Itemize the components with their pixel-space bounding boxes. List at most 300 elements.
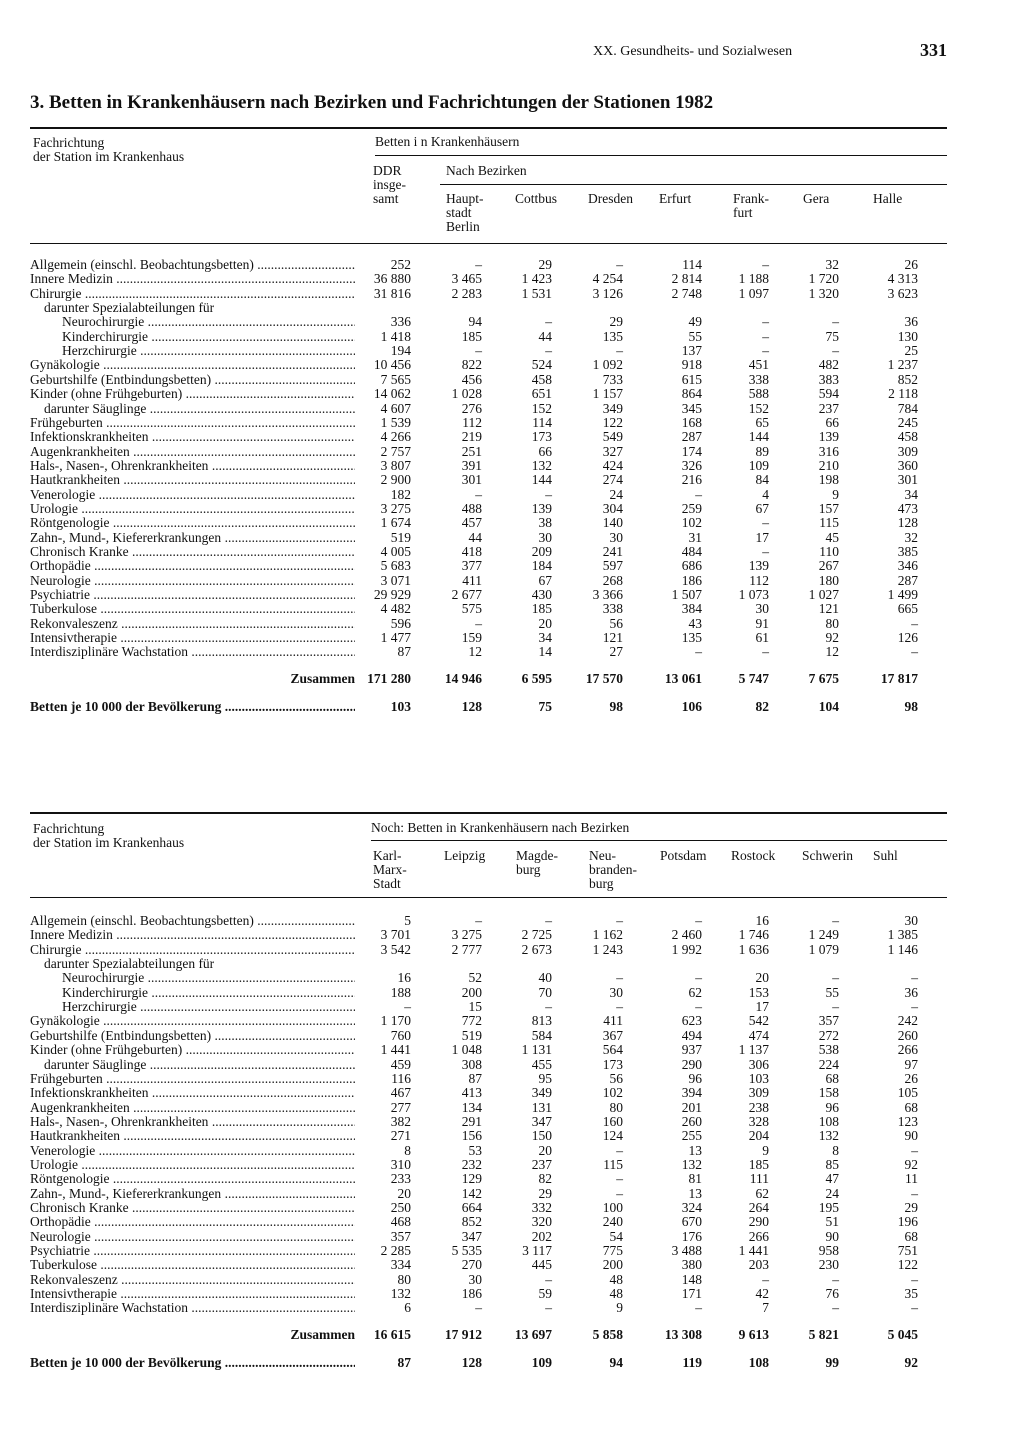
cell-value: 241 bbox=[602, 544, 623, 559]
table-row bbox=[30, 330, 950, 344]
cell-value: 394 bbox=[681, 1085, 702, 1100]
cell-value: – bbox=[762, 257, 769, 272]
cell-value: – bbox=[616, 343, 623, 358]
cell-value: 1 249 bbox=[808, 927, 839, 942]
cell-value: 4 313 bbox=[887, 271, 918, 286]
cell-value: 1 146 bbox=[887, 942, 918, 957]
cell-value: 266 bbox=[897, 1042, 918, 1057]
cell-value: 267 bbox=[818, 558, 839, 573]
cell-value: 3 275 bbox=[380, 501, 411, 516]
cell-value: 347 bbox=[461, 1229, 482, 1244]
table-row bbox=[30, 1287, 950, 1301]
cell-value: 455 bbox=[531, 1057, 552, 1072]
cell-value: 1 746 bbox=[738, 927, 769, 942]
cell-value: 230 bbox=[818, 1257, 839, 1272]
cell-value: 2 677 bbox=[451, 587, 482, 602]
cell-value: 180 bbox=[818, 573, 839, 588]
row-label: Geburtshilfe (Entbindungsbetten) ..... bbox=[30, 373, 355, 387]
stub-header-line1: Fachrichtung bbox=[33, 821, 105, 836]
cell-value: 152 bbox=[748, 401, 769, 416]
table-row bbox=[30, 516, 950, 530]
cell-value: 14 946 bbox=[444, 671, 482, 686]
table-row bbox=[30, 645, 950, 659]
cell-value: 103 bbox=[390, 699, 411, 714]
cell-value: 5 bbox=[404, 913, 411, 928]
cell-value: 90 bbox=[904, 1128, 918, 1143]
table-row bbox=[30, 1273, 950, 1287]
cell-value: 31 bbox=[688, 530, 702, 545]
cell-value: 5 535 bbox=[451, 1243, 482, 1258]
cell-value: 126 bbox=[897, 630, 918, 645]
cell-value: 1 079 bbox=[808, 942, 839, 957]
cell-value: 377 bbox=[461, 558, 482, 573]
cell-value: 185 bbox=[748, 1157, 769, 1172]
cell-value: 195 bbox=[818, 1200, 839, 1215]
cell-value: 196 bbox=[897, 1214, 918, 1229]
cell-value: 255 bbox=[681, 1128, 702, 1143]
row-label: Orthopädie ..... bbox=[30, 1215, 355, 1229]
cell-value: 584 bbox=[531, 1028, 552, 1043]
cell-value: 232 bbox=[461, 1157, 482, 1172]
cell-value: 2 285 bbox=[380, 1243, 411, 1258]
cell-value: 564 bbox=[602, 1042, 623, 1057]
cell-value: 594 bbox=[818, 386, 839, 401]
group-header: Betten i n Krankenhäusern bbox=[375, 134, 520, 149]
cell-value: 2 777 bbox=[451, 942, 482, 957]
cell-value: 1 170 bbox=[380, 1013, 411, 1028]
cell-value: 751 bbox=[897, 1243, 918, 1258]
cell-value: 664 bbox=[461, 1200, 482, 1215]
cell-value: 122 bbox=[602, 415, 623, 430]
row-label: Rekonvaleszenz ..... bbox=[30, 617, 355, 631]
cell-value: 245 bbox=[897, 415, 918, 430]
cell-value: 34 bbox=[904, 487, 918, 502]
table-row bbox=[30, 545, 950, 559]
cell-value: 346 bbox=[897, 558, 918, 573]
cell-value: 2 748 bbox=[671, 286, 702, 301]
column-header: Cottbus bbox=[515, 191, 558, 206]
cell-value: – bbox=[911, 616, 918, 631]
cell-value: 36 bbox=[904, 314, 918, 329]
cell-value: 237 bbox=[531, 1157, 552, 1172]
cell-value: – bbox=[475, 1300, 482, 1315]
cell-value: 4 005 bbox=[380, 544, 411, 559]
column-header: Suhl bbox=[873, 848, 898, 863]
cell-value: – bbox=[762, 1272, 769, 1287]
cell-value: 336 bbox=[390, 314, 411, 329]
cell-value: 168 bbox=[681, 415, 702, 430]
cell-value: 119 bbox=[682, 1355, 702, 1370]
cell-value: 290 bbox=[681, 1057, 702, 1072]
cell-value: 519 bbox=[390, 530, 411, 545]
cell-value: 5 821 bbox=[808, 1327, 839, 1342]
cell-value: 301 bbox=[897, 472, 918, 487]
cell-value: 686 bbox=[681, 558, 702, 573]
cell-value: 84 bbox=[755, 472, 769, 487]
cell-value: 130 bbox=[897, 329, 918, 344]
cell-value: 852 bbox=[461, 1214, 482, 1229]
stub-header-line2: der Station im Krankenhaus bbox=[33, 835, 185, 850]
cell-value: 958 bbox=[818, 1243, 839, 1258]
cell-value: 9 bbox=[832, 487, 839, 502]
cell-value: – bbox=[545, 1272, 552, 1287]
cell-value: 36 bbox=[904, 985, 918, 1000]
cell-value: 140 bbox=[602, 515, 623, 530]
row-label: Zusammen bbox=[290, 1328, 355, 1342]
cell-value: – bbox=[832, 1300, 839, 1315]
cell-value: 271 bbox=[390, 1128, 411, 1143]
cell-value: 56 bbox=[609, 616, 623, 631]
cell-value: 121 bbox=[602, 630, 623, 645]
row-label: Hautkrankheiten ..... bbox=[30, 473, 355, 487]
table-row bbox=[30, 502, 950, 516]
cell-value: 1 137 bbox=[738, 1042, 769, 1057]
cell-value: 171 280 bbox=[367, 671, 411, 686]
cell-value: 3 701 bbox=[380, 927, 411, 942]
cell-value: 95 bbox=[538, 1071, 552, 1086]
row-label: Betten je 10 000 der Bevölkerung ..... bbox=[30, 700, 355, 714]
cell-value: 1 097 bbox=[738, 286, 769, 301]
cell-value: 9 bbox=[762, 1143, 769, 1158]
cell-value: 1 092 bbox=[592, 357, 623, 372]
cell-value: 111 bbox=[749, 1171, 769, 1186]
cell-value: 204 bbox=[748, 1128, 769, 1143]
cell-value: 14 bbox=[538, 644, 552, 659]
row-label: Betten je 10 000 der Bevölkerung ..... bbox=[30, 1356, 355, 1370]
cell-value: 445 bbox=[531, 1257, 552, 1272]
header-bottom-rule bbox=[30, 897, 947, 898]
cell-value: 4 254 bbox=[592, 271, 623, 286]
cell-value: 290 bbox=[748, 1214, 769, 1229]
cell-value: 59 bbox=[538, 1286, 552, 1301]
cell-value: – bbox=[762, 343, 769, 358]
cell-value: 316 bbox=[818, 444, 839, 459]
cell-value: 55 bbox=[825, 985, 839, 1000]
row-label: Augenkrankheiten ..... bbox=[30, 445, 355, 459]
cell-value: – bbox=[911, 1272, 918, 1287]
cell-value: 549 bbox=[602, 429, 623, 444]
cell-value: 597 bbox=[602, 558, 623, 573]
cell-value: 20 bbox=[755, 970, 769, 985]
table-row bbox=[30, 1301, 950, 1315]
cell-value: 29 bbox=[538, 1186, 552, 1201]
cell-value: – bbox=[762, 329, 769, 344]
row-label: Röntgenologie ..... bbox=[30, 516, 355, 530]
cell-value: – bbox=[832, 999, 839, 1014]
cell-value: 30 bbox=[609, 530, 623, 545]
cell-value: 623 bbox=[681, 1013, 702, 1028]
row-label: Intensivtherapie ..... bbox=[30, 631, 355, 645]
cell-value: 16 bbox=[755, 913, 769, 928]
table-row bbox=[30, 1072, 950, 1086]
column-header: samt bbox=[373, 191, 399, 206]
cell-value: 4 bbox=[762, 487, 769, 502]
cell-value: – bbox=[911, 1143, 918, 1158]
cell-value: 3 366 bbox=[592, 587, 623, 602]
cell-value: 91 bbox=[755, 616, 769, 631]
cell-value: 2 900 bbox=[380, 472, 411, 487]
cell-value: 1 441 bbox=[738, 1243, 769, 1258]
table-row bbox=[30, 445, 950, 459]
group-header: Noch: Betten in Krankenhäusern nach Bezirken bbox=[371, 820, 630, 835]
cell-value: 94 bbox=[468, 314, 482, 329]
cell-value: – bbox=[695, 970, 702, 985]
cell-value: 384 bbox=[681, 601, 702, 616]
column-header: Rostock bbox=[731, 848, 776, 863]
sub-group-header: Nach Bezirken bbox=[446, 163, 527, 178]
cell-value: 29 bbox=[538, 257, 552, 272]
cell-value: 266 bbox=[748, 1229, 769, 1244]
table-row bbox=[30, 588, 950, 602]
cell-value: 784 bbox=[897, 401, 918, 416]
table-row bbox=[30, 631, 950, 645]
cell-value: 268 bbox=[602, 573, 623, 588]
cell-value: 160 bbox=[602, 1114, 623, 1129]
cell-value: 338 bbox=[602, 601, 623, 616]
table-row bbox=[30, 1172, 950, 1186]
cell-value: 13 061 bbox=[664, 671, 702, 686]
row-label: Infektionskrankheiten ..... bbox=[30, 430, 355, 444]
cell-value: 864 bbox=[681, 386, 702, 401]
cell-value: 326 bbox=[681, 458, 702, 473]
row-label: Zusammen bbox=[290, 672, 355, 686]
table-row bbox=[30, 1201, 950, 1215]
cell-value: 38 bbox=[538, 515, 552, 530]
row-label: Interdisziplinäre Wachstation ..... bbox=[30, 645, 355, 659]
cell-value: – bbox=[545, 487, 552, 502]
row-label: Zahn-, Mund-, Kiefererkrankungen ..... bbox=[30, 1187, 355, 1201]
cell-value: 30 bbox=[755, 601, 769, 616]
cell-value: 142 bbox=[461, 1186, 482, 1201]
cell-value: 1 423 bbox=[521, 271, 552, 286]
cell-value: 306 bbox=[748, 1057, 769, 1072]
cell-value: 67 bbox=[538, 573, 552, 588]
cell-value: – bbox=[475, 257, 482, 272]
cell-value: 194 bbox=[390, 343, 411, 358]
cell-value: 9 613 bbox=[738, 1327, 769, 1342]
cell-value: – bbox=[545, 999, 552, 1014]
cell-value: 98 bbox=[609, 699, 623, 714]
row-label: Innere Medizin ..... bbox=[30, 272, 355, 286]
cell-value: – bbox=[616, 1143, 623, 1158]
column-header: Halle bbox=[873, 191, 903, 206]
cell-value: 349 bbox=[531, 1085, 552, 1100]
cell-value: 76 bbox=[825, 1286, 839, 1301]
cell-value: 24 bbox=[609, 487, 623, 502]
cell-value: 459 bbox=[390, 1057, 411, 1072]
cell-value: 13 697 bbox=[514, 1327, 552, 1342]
table-row bbox=[30, 258, 950, 272]
cell-value: 185 bbox=[531, 601, 552, 616]
table-row bbox=[30, 1115, 950, 1129]
column-header: DDR bbox=[373, 163, 402, 178]
cell-value: – bbox=[832, 314, 839, 329]
cell-value: 17 bbox=[755, 530, 769, 545]
cell-value: 260 bbox=[897, 1028, 918, 1043]
cell-value: 132 bbox=[390, 1286, 411, 1301]
cell-value: 1 320 bbox=[808, 286, 839, 301]
row-label: Zahn-, Mund-, Kiefererkrankungen ..... bbox=[30, 531, 355, 545]
cell-value: 131 bbox=[531, 1100, 552, 1115]
table-row bbox=[30, 430, 950, 444]
cell-value: 357 bbox=[818, 1013, 839, 1028]
column-header: Erfurt bbox=[659, 191, 692, 206]
cell-value: 1 385 bbox=[887, 927, 918, 942]
cell-value: 5 747 bbox=[738, 671, 769, 686]
cell-value: 157 bbox=[818, 501, 839, 516]
cell-value: 1 720 bbox=[808, 271, 839, 286]
cell-value: 61 bbox=[755, 630, 769, 645]
cell-value: 733 bbox=[602, 372, 623, 387]
cell-value: 3 071 bbox=[380, 573, 411, 588]
cell-value: 114 bbox=[682, 257, 702, 272]
table-row bbox=[30, 559, 950, 573]
row-label: Innere Medizin ..... bbox=[30, 928, 355, 942]
group-rule bbox=[375, 155, 947, 156]
row-label: Intensivtherapie ..... bbox=[30, 1287, 355, 1301]
cell-value: 3 465 bbox=[451, 271, 482, 286]
cell-value: 2 757 bbox=[380, 444, 411, 459]
cell-value: 1 162 bbox=[592, 927, 623, 942]
cell-value: 473 bbox=[897, 501, 918, 516]
cell-value: 158 bbox=[818, 1085, 839, 1100]
cell-value: 458 bbox=[531, 372, 552, 387]
cell-value: 309 bbox=[897, 444, 918, 459]
row-label: Röntgenologie ..... bbox=[30, 1172, 355, 1186]
cell-value: 66 bbox=[825, 415, 839, 430]
cell-value: 104 bbox=[818, 699, 839, 714]
cell-value: 775 bbox=[602, 1243, 623, 1258]
cell-value: 411 bbox=[603, 1013, 623, 1028]
cell-value: 216 bbox=[681, 472, 702, 487]
cell-value: 110 bbox=[819, 544, 839, 559]
cell-value: 174 bbox=[681, 444, 702, 459]
cell-value: 102 bbox=[602, 1085, 623, 1100]
cell-value: 32 bbox=[904, 530, 918, 545]
cell-value: 30 bbox=[468, 1272, 482, 1287]
cell-value: 139 bbox=[748, 558, 769, 573]
table-row bbox=[30, 1258, 950, 1272]
cell-value: 852 bbox=[897, 372, 918, 387]
cell-value: 184 bbox=[531, 558, 552, 573]
cell-value: 1 027 bbox=[808, 587, 839, 602]
cell-value: 233 bbox=[390, 1171, 411, 1186]
cell-value: 200 bbox=[461, 985, 482, 1000]
cell-value: 115 bbox=[819, 515, 839, 530]
cell-value: 2 283 bbox=[451, 286, 482, 301]
table-row bbox=[30, 315, 950, 329]
table-row bbox=[30, 272, 950, 286]
cell-value: – bbox=[911, 644, 918, 659]
cell-value: 270 bbox=[461, 1257, 482, 1272]
cell-value: 44 bbox=[468, 530, 482, 545]
cell-value: 35 bbox=[904, 1286, 918, 1301]
row-label: Venerologie ..... bbox=[30, 488, 355, 502]
cell-value: 203 bbox=[748, 1257, 769, 1272]
table-row bbox=[30, 1187, 950, 1201]
table-row bbox=[30, 1328, 950, 1342]
cell-value: 494 bbox=[681, 1028, 702, 1043]
cell-value: 80 bbox=[609, 1100, 623, 1115]
cell-value: 94 bbox=[609, 1355, 623, 1370]
cell-value: 1 028 bbox=[451, 386, 482, 401]
cell-value: 122 bbox=[897, 1257, 918, 1272]
cell-value: 144 bbox=[531, 472, 552, 487]
cell-value: 27 bbox=[609, 644, 623, 659]
cell-value: 34 bbox=[538, 630, 552, 645]
table-row bbox=[30, 1230, 950, 1244]
cell-value: 26 bbox=[904, 257, 918, 272]
cell-value: 276 bbox=[461, 401, 482, 416]
table-row bbox=[30, 301, 950, 315]
cell-value: 139 bbox=[818, 429, 839, 444]
cell-value: 99 bbox=[825, 1355, 839, 1370]
cell-value: 14 062 bbox=[373, 386, 411, 401]
table-row bbox=[30, 602, 950, 616]
cell-value: 92 bbox=[825, 630, 839, 645]
row-label: Kinder (ohne Frühgeburten) ..... bbox=[30, 1043, 355, 1057]
cell-value: 6 bbox=[404, 1300, 411, 1315]
table-row bbox=[30, 1215, 950, 1229]
cell-value: 52 bbox=[468, 970, 482, 985]
cell-value: 129 bbox=[461, 1171, 482, 1186]
cell-value: 5 858 bbox=[592, 1327, 623, 1342]
cell-value: 90 bbox=[825, 1229, 839, 1244]
cell-value: 201 bbox=[681, 1100, 702, 1115]
cell-value: – bbox=[762, 314, 769, 329]
cell-value: 615 bbox=[681, 372, 702, 387]
cell-value: – bbox=[832, 970, 839, 985]
cell-value: 16 bbox=[397, 970, 411, 985]
cell-value: 176 bbox=[681, 1229, 702, 1244]
cell-value: 918 bbox=[681, 357, 702, 372]
cell-value: 467 bbox=[390, 1085, 411, 1100]
cell-value: 13 bbox=[688, 1186, 702, 1201]
cell-value: 456 bbox=[461, 372, 482, 387]
cell-value: 1 073 bbox=[738, 587, 769, 602]
cell-value: 65 bbox=[755, 415, 769, 430]
cell-value: 68 bbox=[904, 1100, 918, 1115]
stub-header-line2: der Station im Krankenhaus bbox=[33, 149, 185, 164]
cell-value: 66 bbox=[538, 444, 552, 459]
cell-value: 17 912 bbox=[444, 1327, 482, 1342]
table-row bbox=[30, 373, 950, 387]
cell-value: 1 539 bbox=[380, 415, 411, 430]
row-label: Herzchirurgie ..... bbox=[62, 344, 355, 358]
cell-value: 55 bbox=[688, 329, 702, 344]
column-header: furt bbox=[733, 205, 753, 220]
row-label: Orthopädie ..... bbox=[30, 559, 355, 573]
cell-value: 287 bbox=[897, 573, 918, 588]
cell-value: 132 bbox=[681, 1157, 702, 1172]
table-row bbox=[30, 672, 950, 686]
cell-value: 772 bbox=[461, 1013, 482, 1028]
cell-value: 474 bbox=[748, 1028, 769, 1043]
cell-value: 109 bbox=[531, 1355, 552, 1370]
row-label: Neurologie ..... bbox=[30, 1230, 355, 1244]
cell-value: 413 bbox=[461, 1085, 482, 1100]
cell-value: 20 bbox=[538, 1143, 552, 1158]
cell-value: – bbox=[475, 343, 482, 358]
cell-value: 301 bbox=[461, 472, 482, 487]
cell-value: 5 683 bbox=[380, 558, 411, 573]
cell-value: 1 507 bbox=[671, 587, 702, 602]
cell-value: – bbox=[911, 970, 918, 985]
table-top-rule bbox=[30, 812, 947, 814]
cell-value: 588 bbox=[748, 386, 769, 401]
cell-value: 92 bbox=[904, 1355, 918, 1370]
cell-value: 148 bbox=[681, 1272, 702, 1287]
